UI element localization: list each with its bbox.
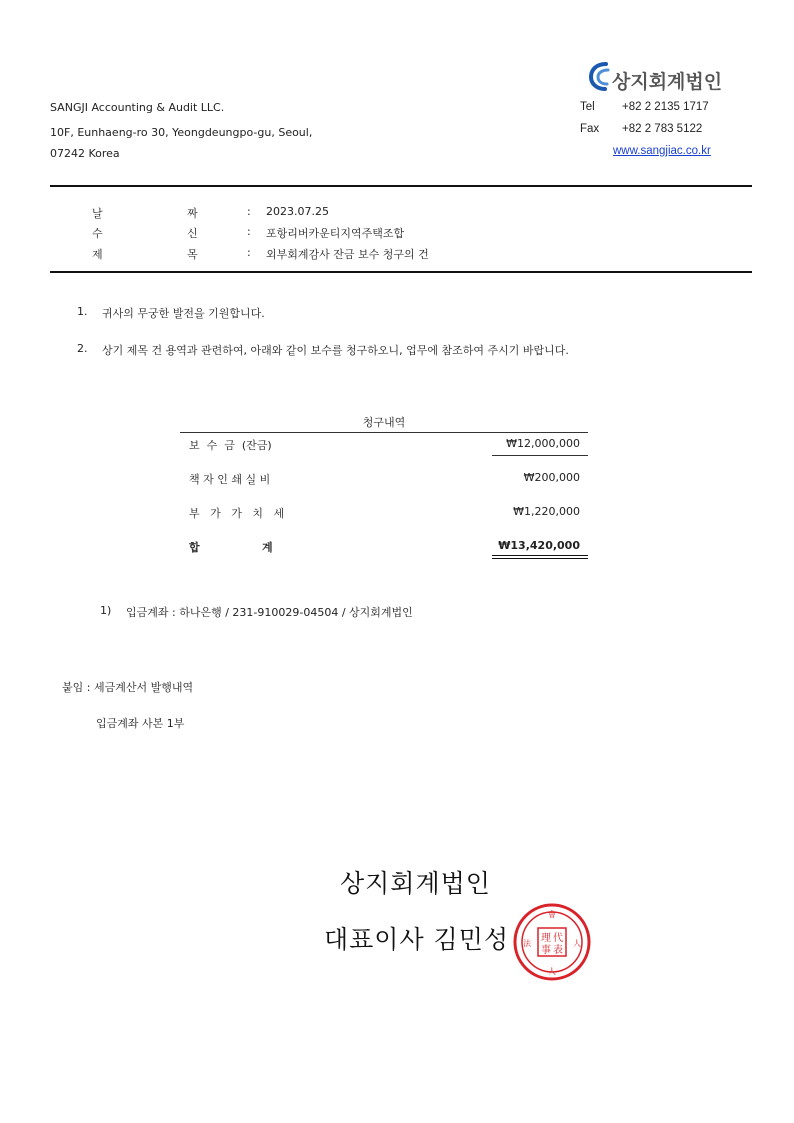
invoice-table	[180, 414, 588, 564]
subject-label-2: 목	[187, 248, 198, 261]
invoice-title-rule	[180, 432, 588, 433]
svg-text:代: 代	[553, 933, 563, 944]
invoice-row	[180, 471, 588, 489]
paragraph-2: 상기 제목 건 용역과 관련하여, 아래와 같이 보수를 청구하오니, 업무에 참조하여 주시기 바랍니다.	[102, 344, 569, 357]
address-line-2: 07242 Korea	[50, 147, 120, 160]
svg-text:表: 表	[553, 945, 563, 956]
attachment-line-2: 입금계좌 사본 1부	[96, 717, 185, 730]
total-amount: ₩13,420,000	[498, 539, 580, 552]
invoice-item: 보 수 금 (잔금)	[189, 439, 272, 452]
recipient-value: 포항리버카운티지역주택조합	[266, 227, 405, 240]
account-number: 1)	[100, 604, 112, 617]
fax-value: +82 2 783 5122	[622, 123, 703, 135]
fax-label: Fax	[580, 123, 600, 135]
svg-text:人: 人	[548, 967, 556, 976]
invoice-row	[180, 505, 588, 523]
signature-company: 상지회계법인	[340, 869, 491, 898]
invoice-title: 청구내역	[362, 416, 406, 429]
company-seal-icon	[512, 902, 592, 982]
invoice-row	[180, 437, 588, 455]
svg-text:理: 理	[541, 933, 551, 944]
total-label-1: 합	[189, 541, 200, 554]
date-label-1: 날	[92, 207, 103, 220]
address-line-1: 10F, Eunhaeng-ro 30, Yeongdeungpo-gu, Seoul,	[50, 126, 313, 139]
signature-representative: 대표이사 김민성	[324, 925, 509, 954]
logo-mark-icon	[588, 60, 614, 92]
header-divider	[50, 185, 752, 187]
paragraph-1-number: 1.	[77, 305, 88, 318]
invoice-amount: ₩1,220,000	[513, 505, 580, 518]
date-value: 2023.07.25	[266, 205, 329, 218]
recipient-label-1: 수	[92, 227, 103, 240]
fax-line	[580, 123, 702, 135]
svg-text:人: 人	[573, 939, 581, 948]
account-info: 입금계좌 : 하나은행 / 231-910029-04504 / 상지회계법인	[126, 606, 413, 619]
paragraph-1: 귀사의 무궁한 발전을 기원합니다.	[102, 307, 265, 320]
paragraph-2-number: 2.	[77, 342, 88, 355]
invoice-item: 책 자 인 쇄 실 비	[189, 473, 271, 486]
subject-colon: :	[247, 246, 251, 259]
total-label-2: 계	[262, 541, 273, 554]
subject-value: 외부회계감사 잔금 보수 청구의 건	[266, 248, 429, 261]
total-underline-1	[492, 555, 588, 556]
tel-value: +82 2 2135 1717	[622, 101, 709, 113]
tel-label: Tel	[580, 101, 595, 113]
tel-line	[580, 101, 709, 113]
invoice-amount: ₩12,000,000	[506, 437, 580, 450]
recipient-colon: :	[247, 225, 251, 238]
svg-text:會: 會	[548, 910, 556, 919]
amount-underline	[492, 455, 588, 456]
date-label-2: 짜	[187, 207, 198, 220]
svg-text:法: 法	[523, 939, 531, 948]
logo-text: 상지회계법인	[612, 71, 723, 93]
recipient-label-2: 신	[187, 227, 198, 240]
company-name: SANGJI Accounting & Audit LLC.	[50, 101, 225, 114]
attachment-line-1: 붙임 : 세금계산서 발행내역	[62, 681, 194, 694]
svg-text:事: 事	[541, 945, 551, 956]
subject-label-1: 제	[92, 248, 103, 261]
date-colon: :	[247, 205, 251, 218]
total-underline-2	[492, 558, 588, 559]
website-link[interactable]: www.sangjiac.co.kr	[613, 145, 711, 157]
invoice-amount: ₩200,000	[523, 471, 580, 484]
invoice-item: 부 가 가 치 세	[189, 507, 285, 520]
meta-divider	[50, 271, 752, 273]
